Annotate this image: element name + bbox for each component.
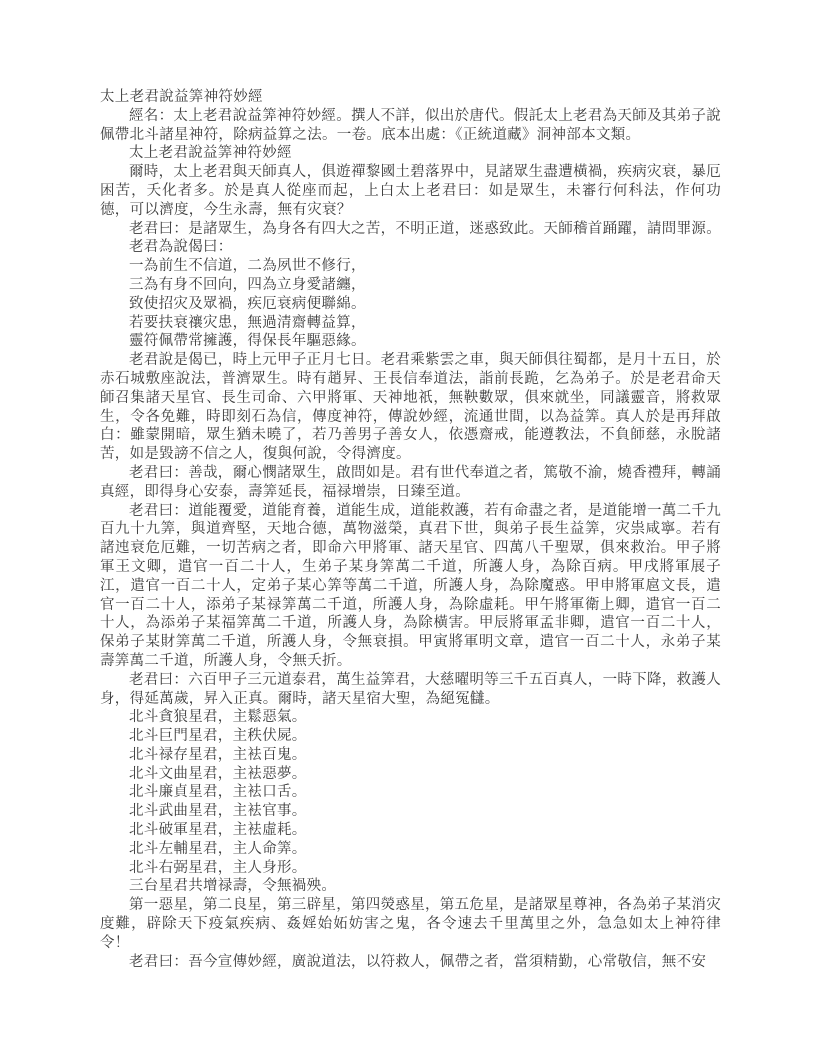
verse-line: 致使招灾及眾禍，疾厄衰病便聯綿。	[129, 295, 366, 312]
paragraph: 老君曰：六百甲子三元道泰君，萬生益筭君，大慈曜明等三千五百真人，一時下降，救護人身，得延萬歲，昇入正真。爾時，諸天星宿大聖，為絕冤讎。	[100, 671, 721, 707]
star-lord-line: 北斗文曲星君，主袪惡夢。	[129, 765, 307, 782]
verse-line: 若要扶衰禳灾患，無過清齋轉益算，	[129, 314, 366, 331]
star-lord-line: 北斗破軍星君，主袪虛耗。	[129, 822, 307, 839]
scripture-heading: 太上老君說益筭神符妙經	[129, 145, 292, 162]
paragraph: 第一惡星，第二良星，第三辟星，第四熒惑星，第五危星，是諸眾星尊神，各為弟子某消灾度難，辟除天下疫氣疾病、姦婬始妬妨害之鬼，各令速去千里萬里之外，急急如太上神符律令！	[100, 897, 721, 951]
verse-line: 靈符佩帶常擁護，得保長年驅惡緣。	[129, 333, 366, 350]
paragraph: 老君說是偈已，時上元甲子正月七日。老君乘紫雲之車，與天師俱往蜀都，是月十五日，於赤石城敷座說法，普濟眾生。時有趙昇、王長信奉道法，詣前長跪，乞為弟子。於是老君命天師召集諸天星官、長生司命、六甲將軍、天神地祇，無鞅數眾，俱來就坐，同議靈音，將救眾生，令各免難，時即刻石為信，傳度神符，傳說妙經，流通世間，以為益筭。真人於是再拜啟白：雖蒙開暗，眾生猶未曉了，若乃善男子善女人，依憑齋戒，能遵教法，不負師慈，永脫諸苦，如是毀謗不信之人，復與何說，令得濟度。	[100, 352, 721, 463]
colophon-paragraph: 經名：太上老君說益筭神符妙經。撰人不詳，似出於唐代。假託太上老君為天師及其弟子說佩帶北斗諸星神符，除病益算之法。一卷。底本出處：《正統道藏》洞神部本文類。	[100, 107, 721, 143]
paragraph: 老君曰：是諸眾生，為身各有四大之苦，不明正道，迷惑致此。天師稽首踊躍，請問罪源。	[129, 220, 721, 237]
star-lord-line: 三台星君共增禄壽，令無禍殃。	[129, 878, 337, 895]
paragraph: 老君曰：道能覆愛，道能育養，道能生成，道能救護，若有命盡之者，是道能增一萬二千九百九十九筭，與道齊堅，天地合德，萬物滋榮，真君下世，與弟子長生益筭，灾祟咸寧。若有諸迍衰危厄難，一切苦病之者，即命六甲將軍、諸天星官、四萬八千聖眾，俱來救治。甲子將軍王文卿，遣官一百二十人，生弟子某身筭萬二千道，所護人身，為除百病。甲戌將軍展子江，遣官一百二十人，定弟子某心筭等萬二千道，所護人身，為除魔惑。甲申將軍扈文長，遣官一百二十人，添弟子某禄筭萬二千道，所護人身，為除虛耗。甲午將軍衛上卿，遣官一百二十人，為添弟子某福筭萬二千道，所護人身，為除橫害。甲辰將軍孟非卿，遣官一百二十人，保弟子某財筭萬二千道，所護人身，令無衰損。甲寅將軍明文章，遣官一百二十人，永弟子某壽筭萬二千道，所護人身，令無夭折。	[100, 502, 721, 669]
star-lord-line: 北斗廉貞星君，主袪口舌。	[129, 784, 307, 801]
star-lord-line: 北斗巨門星君，主秩伏屍。	[129, 728, 307, 745]
paragraph: 老君曰：善哉，爾心憫諸眾生，啟問如是。君有世代奉道之者，篤敬不渝，燒香禮拜，轉誦真經，即得身心安泰，壽筭延長，福禄增崇，日臻至道。	[100, 464, 721, 500]
verse-line: 一為前生不信道，二為夙世不修行，	[129, 258, 366, 275]
star-lord-line: 北斗禄存星君，主袪百鬼。	[129, 746, 307, 763]
star-lord-line: 北斗右弼星君，主人身形。	[129, 859, 307, 876]
star-lord-line: 北斗左輔星君，主人命筭。	[129, 840, 307, 857]
paragraph: 老君曰：吾今宣傳妙經，廣說道法，以符救人，佩帶之者，當須精勤，心常敬信，無不安	[129, 953, 707, 970]
verse-line: 三為有身不回向，四為立身愛諸纏，	[129, 276, 366, 293]
document-title: 太上老君說益筭神符妙經	[100, 89, 263, 105]
star-lord-line: 北斗武曲星君，主袪官事。	[129, 803, 307, 820]
scripture-text	[100, 88, 721, 971]
paragraph: 爾時，太上老君與天師真人，俱遊禪黎國土碧落界中，見諸眾生盡遭橫禍，疾病灾衰，暴厄困苦，夭化者多。於是真人從座而起，上白太上老君曰：如是眾生，未審行何科法，作何功德，可以濟度，今生永壽，無有灾衰？	[100, 164, 721, 218]
star-lord-line: 北斗貪狼星君，主鬆惡氣。	[129, 709, 307, 726]
verse-intro: 老君為說偈曰：	[129, 239, 233, 256]
